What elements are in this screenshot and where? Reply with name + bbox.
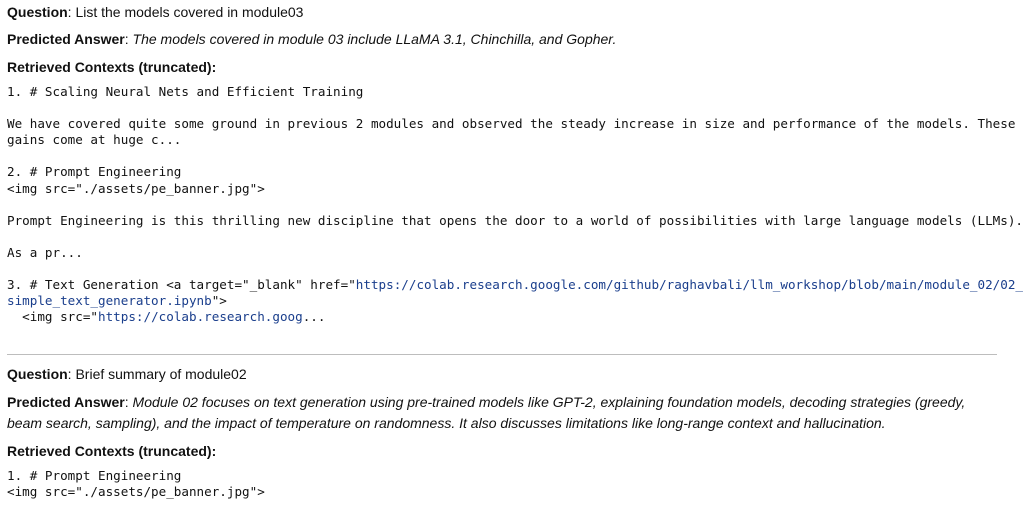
predicted-answer-text: The models covered in module 03 include LLaMA 3.1, Chinchilla, and Gopher. [132, 31, 617, 47]
question-text: Brief summary of module02 [75, 366, 247, 382]
question-row: Question: List the models covered in module03 [7, 4, 304, 20]
question-row: Question: Brief summary of module02 [7, 366, 247, 382]
retrieved-contexts-label: Retrieved Contexts (truncated): [7, 59, 217, 75]
context-url-link[interactable]: https://colab.research.google.com/github/raghavbali/llm_workshop/blob/main/module_02/02_simple_text_generator.ipynb [7, 277, 1024, 309]
retrieved-contexts-block [7, 468, 1024, 500]
retrieved-contexts-block [7, 84, 1024, 325]
context-text: 1. # Scaling Neural Nets and Efficient Training We have covered quite some ground in previous 2 modules and observed the steady increase in size and performance of the models. These gains come at huge c... 2. # Prompt Engineering <img src="./assets/pe_banner.jpg"> Prompt Engineering is this thrilling new discipline that opens the door to a world of possibilities with large language models (LLMs). As a pr... 3. # Text Generation <a target="_blank" href=" [7, 84, 1023, 293]
predicted-answer-label: Predicted Answer [7, 394, 125, 410]
context-url-link[interactable]: https://colab.research.goog [98, 309, 303, 325]
question-text: List the models covered in module03 [75, 4, 304, 20]
predicted-answer-label: Predicted Answer [7, 31, 125, 47]
context-text: ... [302, 309, 326, 325]
context-text: "> <img src=" [22, 293, 227, 325]
context-text: 1. # Prompt Engineering <img src="./assets/pe_banner.jpg"> [7, 468, 265, 500]
predicted-answer-text: Module 02 focuses on text generation using pre-trained models like GPT-2, explaining foundation models, decoding strategies (greedy, beam search, sampling), and the impact of temperature on randomness. It also discusses limitations like long-range context and hallucination. [7, 394, 966, 431]
question-label: Question [7, 366, 68, 382]
retrieved-contexts-label: Retrieved Contexts (truncated): [7, 443, 217, 459]
predicted-answer-row: Predicted Answer: Module 02 focuses on text generation using pre-trained models like GPT-2, explaining foundation models, decoding strategies (greedy, beam search, sampling), and the impact of temperature on randomness. It also discusses limitations like long-range context and hallucination. [7, 394, 966, 431]
question-label: Question [7, 4, 68, 20]
predicted-answer-row: Predicted Answer: The models covered in module 03 include LLaMA 3.1, Chinchilla, and Gopher. [7, 31, 617, 47]
section-divider [7, 354, 997, 355]
